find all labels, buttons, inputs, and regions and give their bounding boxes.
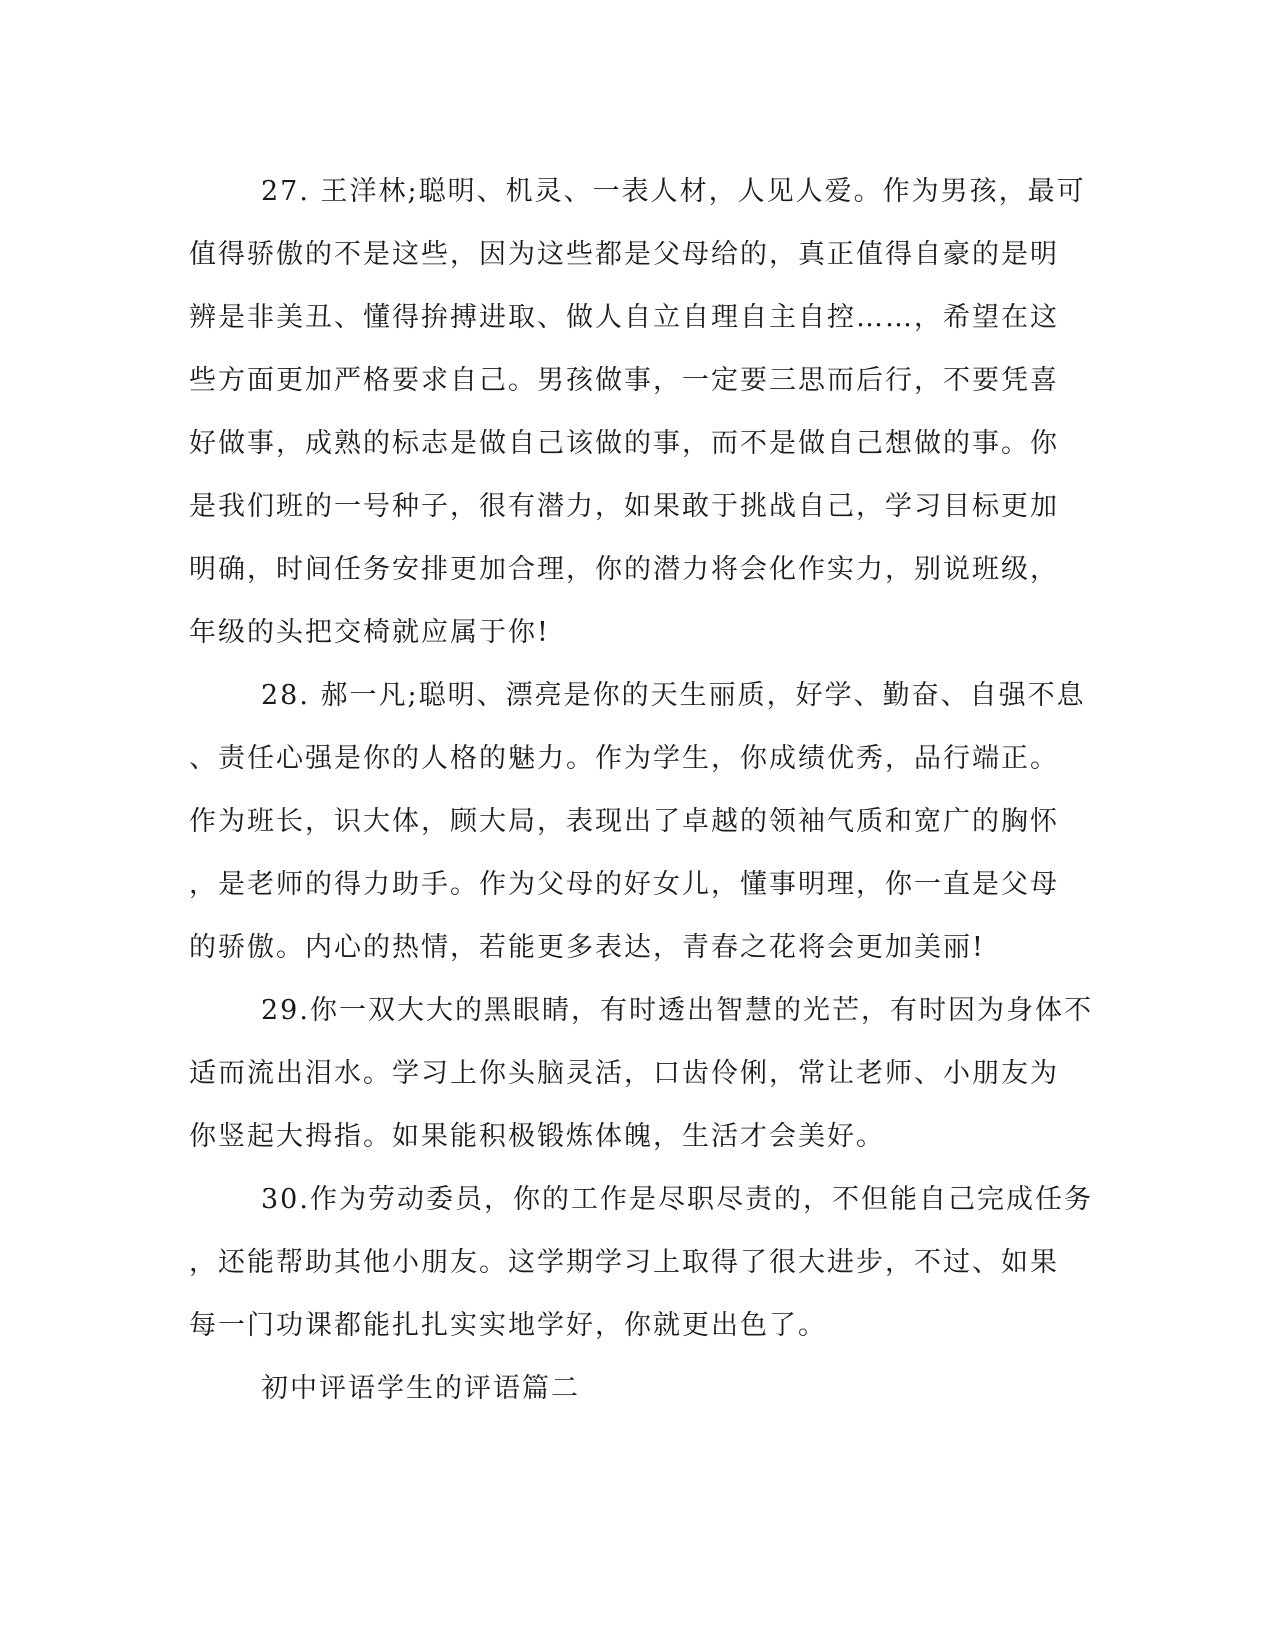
text-line: 年级的头把交椅就应属于你! bbox=[189, 617, 550, 648]
text-line: 29.你一双大大的黑眼睛，有时透出智慧的光芒，有时因为身体不 bbox=[261, 995, 1093, 1026]
comment-paragraph-28 bbox=[189, 664, 1086, 979]
comment-paragraph-30 bbox=[189, 1168, 1093, 1357]
text-line: 些方面更加严格要求自己。男孩做事，一定要三思而后行，不要凭喜 bbox=[189, 365, 1059, 396]
text-line: 适而流出泪水。学习上你头脑灵活，口齿伶俐，常让老师、小朋友为 bbox=[189, 1058, 1059, 1089]
text-line: 好做事，成熟的标志是做自己该做的事，而不是做自己想做的事。你 bbox=[189, 428, 1059, 459]
text-line: 每一门功课都能扎扎实实地学好，你就更出色了。 bbox=[189, 1310, 827, 1341]
comment-paragraph-27 bbox=[189, 160, 1086, 664]
comment-paragraph-29 bbox=[189, 979, 1093, 1168]
text-line: ，还能帮助其他小朋友。这学期学习上取得了很大进步，不过、如果 bbox=[189, 1247, 1059, 1278]
text-line: 值得骄傲的不是这些，因为这些都是父母给的，真正值得自豪的是明 bbox=[189, 239, 1059, 270]
text-line: 你竖起大拇指。如果能积极锻炼体魄，生活才会美好。 bbox=[189, 1121, 885, 1152]
text-line: 辨是非美丑、懂得拚搏进取、做人自立自理自主自控……，希望在这 bbox=[189, 302, 1059, 333]
text-line: 28. 郝一凡;聪明、漂亮是你的天生丽质，好学、勤奋、自强不息 bbox=[261, 680, 1086, 711]
text-line: 、责任心强是你的人格的魅力。作为学生，你成绩优秀，品行端正。 bbox=[189, 743, 1059, 774]
document-body bbox=[189, 160, 1093, 1420]
text-line: 作为班长，识大体，顾大局，表现出了卓越的领袖气质和宽广的胸怀 bbox=[189, 806, 1059, 837]
text-line: 明确，时间任务安排更加合理，你的潜力将会化作实力，别说班级， bbox=[189, 554, 1059, 585]
text-line: 是我们班的一号种子，很有潜力，如果敢于挑战自己，学习目标更加 bbox=[189, 491, 1059, 522]
text-line: 的骄傲。内心的热情，若能更多表达，青春之花将会更加美丽! bbox=[189, 932, 985, 963]
text-line: 30.作为劳动委员，你的工作是尽职尽责的，不但能自己完成任务 bbox=[261, 1184, 1093, 1215]
text-line: ，是老师的得力助手。作为父母的好女儿，懂事明理，你一直是父母 bbox=[189, 869, 1059, 900]
section-heading bbox=[189, 1357, 1074, 1420]
heading-text: 初中评语学生的评语篇二 bbox=[261, 1373, 580, 1404]
text-line: 27. 王洋林;聪明、机灵、一表人材，人见人爱。作为男孩，最可 bbox=[261, 176, 1086, 207]
